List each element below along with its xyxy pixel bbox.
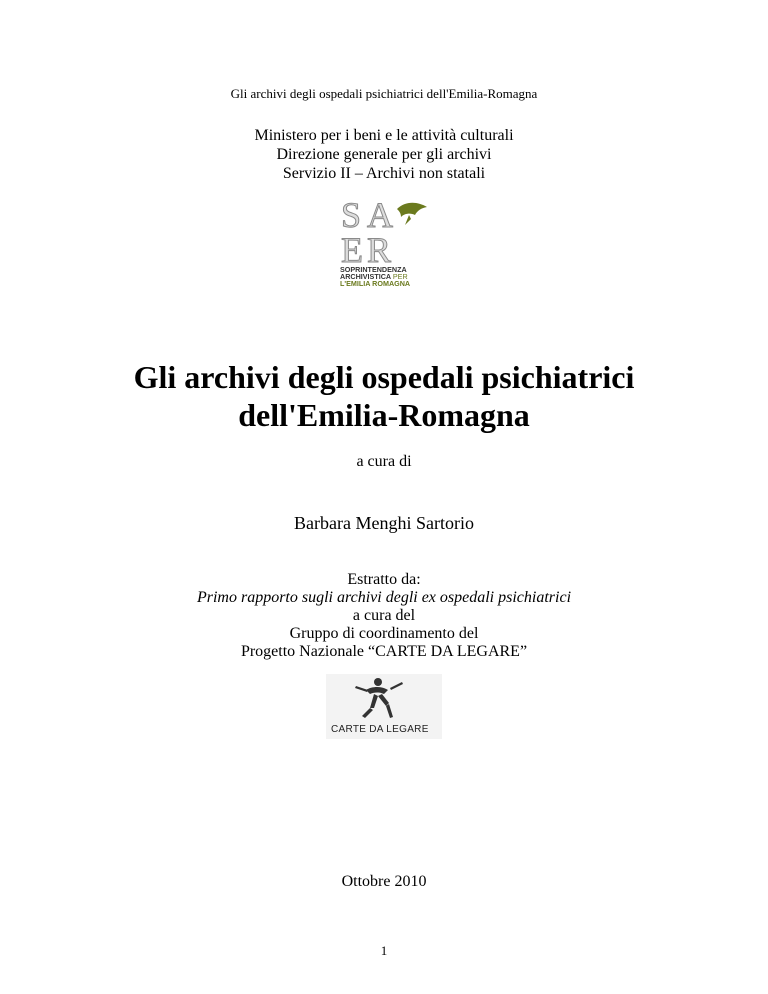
extract-line-3: a cura del bbox=[352, 607, 416, 624]
extract-line-1: Estratto da: bbox=[347, 571, 421, 588]
saer-caption-2a: ARCHIVISTICA bbox=[340, 272, 391, 281]
saer-letter-a: A bbox=[367, 195, 393, 235]
ministry-block bbox=[0, 126, 768, 183]
saer-logo bbox=[335, 195, 432, 287]
extract-block bbox=[0, 571, 768, 661]
extract-line-5: Progetto Nazionale “CARTE DA LEGARE” bbox=[240, 643, 528, 660]
ministry-line-2: Direzione generale per gli archivi bbox=[276, 146, 492, 163]
a-cura-di: a cura di bbox=[356, 453, 412, 470]
title-line-1: Gli archivi degli ospedali psichiatrici bbox=[133, 359, 635, 395]
saer-caption-2b: PER bbox=[392, 272, 408, 281]
ministry-line-3: Servizio II – Archivi non statali bbox=[282, 165, 486, 182]
carte-logo-text: CARTE DA LEGARE bbox=[331, 724, 429, 735]
ministry-line-1: Ministero per i beni e le attività culturali bbox=[254, 127, 514, 144]
document-title bbox=[0, 358, 768, 434]
extract-source-title: Primo rapporto sugli archivi degli ex ospedali psichiatrici bbox=[196, 589, 572, 606]
running-header: Gli archivi degli ospedali psichiatrici dell'Emilia-Romagna bbox=[230, 86, 538, 101]
carte-da-legare-logo bbox=[326, 674, 442, 739]
saer-caption-1: SOPRINTENDENZA bbox=[340, 265, 407, 274]
saer-caption-3: L'EMILIA ROMAGNA bbox=[340, 279, 411, 287]
title-line-2: dell'Emilia-Romagna bbox=[238, 397, 530, 433]
saer-letter-e: E bbox=[341, 230, 363, 270]
editor-name: Barbara Menghi Sartorio bbox=[294, 513, 474, 533]
publication-date: Ottobre 2010 bbox=[341, 873, 427, 890]
saer-letter-r: R bbox=[367, 230, 392, 270]
saer-letter-s: S bbox=[341, 195, 362, 235]
page-number: 1 bbox=[380, 943, 388, 958]
extract-line-4: Gruppo di coordinamento del bbox=[289, 625, 479, 642]
